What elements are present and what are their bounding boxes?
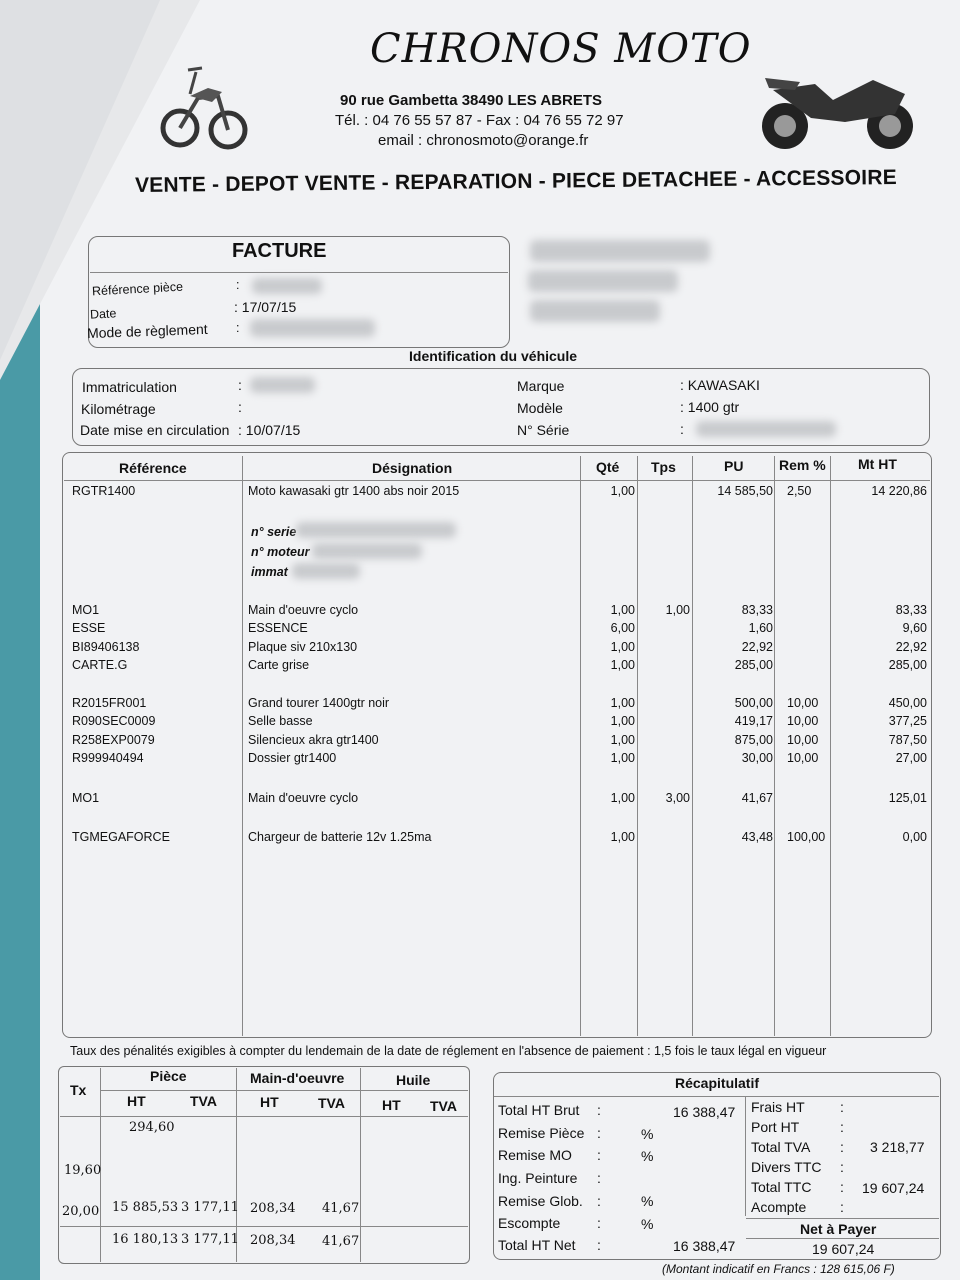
cell-mt: 22,92: [895, 640, 927, 654]
escompte-label: Escompte: [498, 1215, 561, 1231]
tva-r3-piece-tva: 3 177,11: [181, 1200, 239, 1215]
cell-qte: 1,00: [610, 751, 635, 765]
cell-ref: CARTE.G: [72, 658, 128, 672]
vehicle-section-title: Identification du véhicule: [409, 348, 578, 364]
divers-ttc-label: Divers TTC: [751, 1159, 822, 1175]
redacted-immat: [250, 377, 315, 393]
sport-bike-icon: [755, 60, 920, 155]
tva-r3-piece-ht: 15 885,53: [112, 1200, 179, 1215]
company-email: email : chronosmoto@orange.fr: [378, 132, 589, 149]
serie-label: n° serie: [251, 525, 297, 539]
company-tagline: VENTE - DEPOT VENTE - REPARATION - PIECE DETACHEE - ACCESSOIRE: [134, 166, 897, 197]
colon: :: [680, 399, 684, 415]
colon: :: [840, 1139, 844, 1155]
immat-item-label: immat: [251, 565, 288, 579]
cell-mt: 14 220,86: [871, 484, 927, 498]
cell-pu: 500,00: [734, 696, 773, 710]
total-ttc-value: 19 607,24: [862, 1180, 925, 1196]
colon: :: [840, 1099, 844, 1115]
cell-mt: 9,60: [902, 621, 927, 635]
cell-mt: 27,00: [895, 751, 927, 765]
colon: :: [238, 422, 242, 438]
date-label: Date: [89, 306, 117, 322]
cell-tps: 1,00: [665, 603, 690, 617]
redacted-client-city: [530, 300, 660, 322]
cell-mt: 83,33: [895, 603, 927, 617]
brand-label: Marque: [517, 378, 565, 394]
colon: :: [597, 1125, 601, 1141]
cell-rem: 10,00: [787, 696, 819, 710]
redacted-serie: [296, 522, 456, 538]
cell-qte: 1,00: [610, 714, 635, 728]
col-header-pu: PU: [724, 458, 744, 474]
colon: :: [597, 1102, 601, 1118]
date-value: [234, 299, 296, 315]
colon: :: [840, 1159, 844, 1175]
immat-label: Immatriculation: [82, 379, 177, 395]
remise-mo-pct: %: [641, 1148, 654, 1164]
tva-huile-tva-header: TVA: [430, 1098, 457, 1114]
cell-qte: 6,00: [610, 621, 635, 635]
cell-pu: 30,00: [741, 751, 773, 765]
francs-note: (Montant indicatif en Francs : 128 615,06 F): [662, 1262, 895, 1276]
colon: :: [238, 399, 242, 415]
tva-total-piece-ht: 16 180,13: [112, 1232, 179, 1247]
model-value-text: 1400 gtr: [687, 399, 740, 415]
col-header-rem: Rem %: [779, 457, 826, 473]
tva-huile-ht-header: HT: [382, 1097, 401, 1113]
cell-designation: Moto kawasaki gtr 1400 abs noir 2015: [248, 484, 460, 498]
tva-mo-ht-header: HT: [260, 1094, 279, 1110]
cell-ref: RGTR1400: [72, 484, 136, 498]
total-ht-net-value: 16 388,47: [673, 1238, 736, 1254]
cell-pu: 875,00: [734, 733, 773, 747]
tva-header-tx: Tx: [70, 1082, 87, 1098]
redacted-serial: [696, 421, 836, 437]
cell-ref: BI89406138: [72, 640, 140, 654]
circ-date-value: [238, 422, 300, 438]
cell-designation: Chargeur de batterie 12v 1.25ma: [248, 830, 432, 844]
invoice-title: FACTURE: [232, 240, 327, 262]
tva-header-huile: Huile: [396, 1072, 431, 1088]
cell-designation: Grand tourer 1400gtr noir: [248, 696, 390, 710]
cell-qte: 1,00: [610, 603, 635, 617]
total-ht-brut-label: Total HT Brut: [498, 1102, 580, 1118]
remise-mo-label: Remise MO: [498, 1147, 572, 1163]
cell-rem: 10,00: [787, 714, 819, 728]
cell-designation: ESSENCE: [248, 621, 308, 635]
tva-header-piece: Pièce: [150, 1068, 187, 1084]
date-value-text: 17/07/15: [241, 299, 297, 315]
company-phone: Tél. : 04 76 55 57 87 - Fax : 04 76 55 72 97: [335, 112, 624, 129]
colon: :: [234, 299, 238, 315]
colon: :: [597, 1237, 601, 1253]
tva-r3-mo-ht: 208,34: [250, 1201, 296, 1216]
cell-pu: 285,00: [734, 658, 773, 672]
cell-qte: 1,00: [610, 696, 635, 710]
cell-mt: 787,50: [888, 733, 927, 747]
cell-qte: 1,00: [610, 640, 635, 654]
cell-pu: 41,67: [741, 791, 773, 805]
cell-pu: 1,60: [748, 621, 773, 635]
colon: :: [597, 1193, 601, 1209]
cell-mt: 285,00: [888, 658, 927, 672]
moteur-label: n° moteur: [251, 545, 310, 559]
redacted-immat-item: [292, 563, 360, 579]
redacted-client-name: [530, 240, 710, 262]
model-value: [680, 399, 739, 415]
cell-designation: Silencieux akra gtr1400: [248, 733, 379, 747]
tva-r2-tx: 19,60: [64, 1163, 102, 1178]
cell-rem: 10,00: [787, 733, 819, 747]
ing-peinture-label: Ing. Peinture: [498, 1170, 578, 1186]
circ-date-label: Date mise en circulation: [80, 422, 230, 438]
cell-pu: 83,33: [741, 603, 773, 617]
dirt-bike-icon: [160, 58, 250, 153]
km-label: Kilométrage: [81, 401, 156, 417]
redacted-ref: [252, 278, 322, 294]
cell-ref: R258EXP0079: [72, 733, 155, 747]
colon: :: [840, 1199, 844, 1215]
col-header-qte: Qté: [596, 459, 620, 475]
colon: :: [680, 377, 684, 393]
colon: :: [840, 1119, 844, 1135]
cell-designation: Main d'oeuvre cyclo: [248, 603, 359, 617]
cell-designation: Plaque siv 210x130: [248, 640, 358, 654]
cell-qte: 1,00: [610, 658, 635, 672]
net-a-payer-label: Net à Payer: [800, 1221, 877, 1237]
total-ht-net-label: Total HT Net: [498, 1237, 576, 1253]
tva-header-mo: Main-d'oeuvre: [250, 1070, 345, 1086]
cell-ref: ESSE: [72, 621, 106, 635]
col-header-tps: Tps: [651, 459, 676, 475]
total-tva-value: 3 218,77: [870, 1139, 925, 1155]
company-logo-text: CHRONOS MOTO: [370, 26, 752, 72]
cell-ref: R090SEC0009: [72, 714, 156, 728]
colon: :: [597, 1170, 601, 1186]
tva-total-mo-ht: 208,34: [250, 1233, 296, 1248]
cell-rem: 2,50: [787, 484, 812, 498]
cell-qte: 1,00: [610, 791, 635, 805]
cell-pu: 14 585,50: [717, 484, 773, 498]
tva-piece-ht-header: HT: [127, 1093, 146, 1109]
escompte-pct: %: [641, 1216, 654, 1232]
payment-mode-label: Mode de règlement: [86, 320, 208, 342]
cell-rem: 100,00: [787, 830, 826, 844]
colon: :: [597, 1215, 601, 1231]
total-ht-brut-value: 16 388,47: [673, 1104, 736, 1120]
colon: :: [238, 377, 242, 393]
colon: :: [236, 321, 240, 335]
remise-glob-label: Remise Glob.: [498, 1193, 583, 1209]
cell-mt: 0,00: [902, 830, 927, 844]
cell-ref: MO1: [72, 603, 100, 617]
total-ttc-label: Total TTC: [751, 1179, 812, 1195]
tva-r3-tx: 20,00: [62, 1204, 100, 1219]
cell-qte: 1,00: [610, 733, 635, 747]
cell-designation: Selle basse: [248, 714, 313, 728]
col-header-ref: Référence: [119, 460, 187, 476]
cell-ref: TGMEGAFORCE: [72, 830, 170, 844]
tva-r3-mo-tva: 41,67: [322, 1201, 360, 1216]
cell-pu: 419,17: [734, 714, 773, 728]
brand-value-text: KAWASAKI: [687, 377, 760, 393]
cell-designation: Dossier gtr1400: [248, 751, 337, 765]
cell-qte: 1,00: [610, 830, 635, 844]
cell-pu: 22,92: [741, 640, 773, 654]
redacted-client-address: [528, 270, 678, 292]
remise-piece-pct: %: [641, 1126, 654, 1142]
cell-designation: Carte grise: [248, 658, 310, 672]
acompte-label: Acompte: [751, 1199, 807, 1215]
serial-label: N° Série: [517, 422, 570, 438]
cell-rem: 10,00: [787, 751, 819, 765]
col-header-designation: Désignation: [372, 460, 453, 476]
cell-pu: 43,48: [741, 830, 773, 844]
brand-value: [680, 377, 760, 393]
cell-ref: R999940494: [72, 751, 144, 765]
tva-mo-tva-header: TVA: [318, 1095, 345, 1111]
cell-mt: 377,25: [888, 714, 927, 728]
ref-piece-label: Référence pièce: [91, 279, 184, 299]
col-header-mt: Mt HT: [858, 456, 897, 472]
circ-date-text: 10/07/15: [245, 422, 301, 438]
cell-ref: R2015FR001: [72, 696, 147, 710]
tva-r1-piece-ht: 294,60: [129, 1120, 175, 1135]
colon: :: [236, 278, 240, 292]
redacted-payment: [250, 319, 375, 337]
colon: :: [680, 421, 684, 437]
penalty-note: Taux des pénalités exigibles à compter du lendemain de la date de réglement en l'absence de paiement : 1,5 fois le taux légal en vigueur: [70, 1044, 827, 1058]
tva-total-piece-tva: 3 177,11: [181, 1232, 239, 1247]
cell-qte: 1,00: [610, 484, 635, 498]
model-label: Modèle: [517, 400, 563, 416]
colon: :: [840, 1179, 844, 1195]
cell-mt: 125,01: [888, 791, 927, 805]
cell-mt: 450,00: [888, 696, 927, 710]
remise-piece-label: Remise Pièce: [498, 1125, 585, 1141]
cell-designation: Main d'oeuvre cyclo: [248, 791, 359, 805]
colon: :: [597, 1147, 601, 1163]
total-tva-label: Total TVA: [751, 1139, 811, 1155]
tva-total-mo-tva: 41,67: [322, 1234, 360, 1249]
remise-glob-pct: %: [641, 1193, 654, 1209]
tva-piece-tva-header: TVA: [190, 1093, 217, 1109]
company-address: 90 rue Gambetta 38490 LES ABRETS: [340, 92, 603, 109]
cell-ref: MO1: [72, 791, 100, 805]
recap-title: Récapitulatif: [675, 1075, 760, 1091]
redacted-moteur: [312, 543, 422, 559]
net-a-payer-value: 19 607,24: [812, 1241, 875, 1257]
frais-ht-label: Frais HT: [751, 1099, 805, 1115]
port-ht-label: Port HT: [751, 1119, 800, 1135]
cell-tps: 3,00: [665, 791, 690, 805]
